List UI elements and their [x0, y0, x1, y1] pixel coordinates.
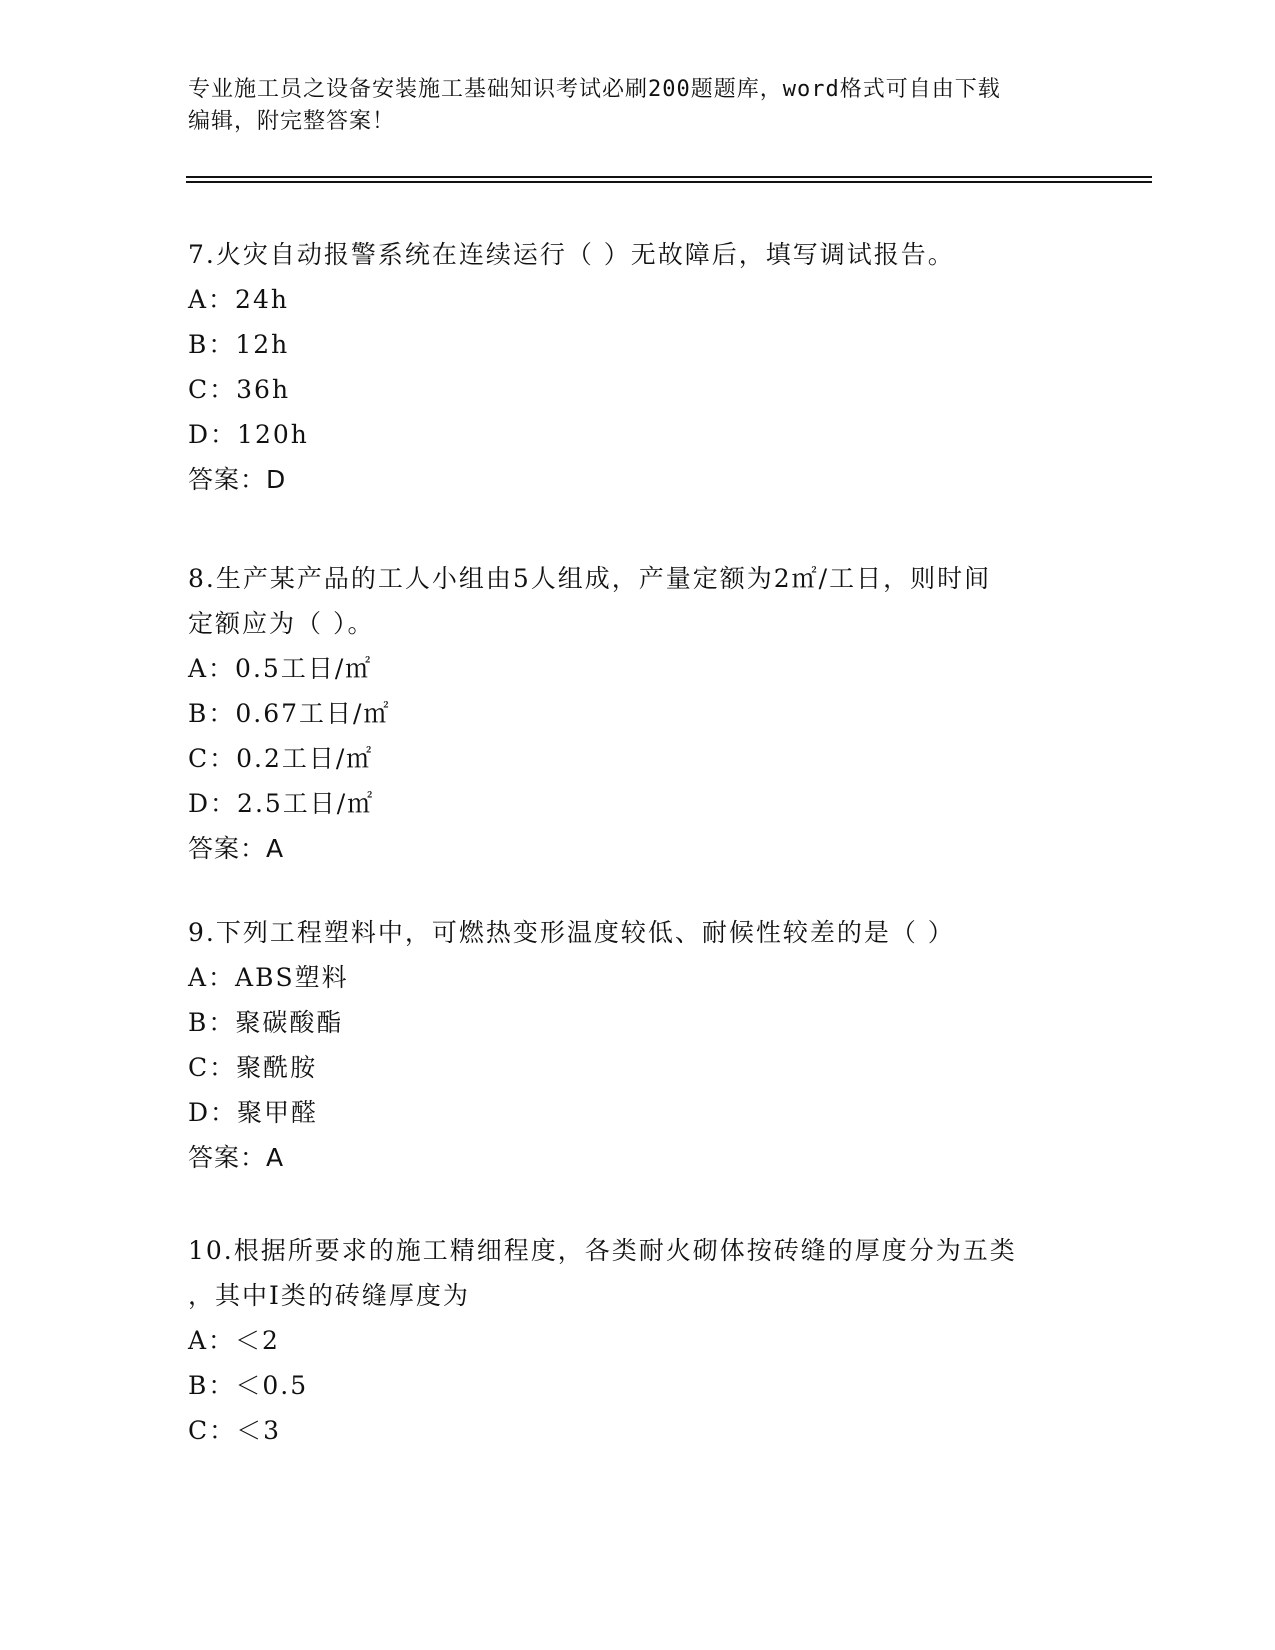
answer: 答案：A [188, 1143, 285, 1172]
header-divider-top [186, 176, 1152, 178]
option-c: C：聚酰胺 [188, 1053, 318, 1082]
question-stem-line-2: ，其中Ⅰ类的砖缝厚度为 [188, 1281, 470, 1310]
option-a: A：ABS塑料 [188, 963, 349, 992]
question-stem: 9.下列工程塑料中，可燃热变形温度较低、耐候性较差的是（ ） [188, 918, 955, 947]
option-c: C：＜3 [188, 1416, 282, 1445]
question-stem-line-2: 定额应为（ ）。 [188, 609, 375, 638]
option-d: D：聚甲醛 [188, 1098, 319, 1127]
option-b: B：0.67工日/㎡ [188, 699, 391, 728]
option-a: A：＜2 [188, 1326, 280, 1355]
question-stem-line-1: 8.生产某产品的工人小组由5人组成，产量定额为2㎡/工日，则时间 [188, 564, 992, 593]
question-9 [188, 910, 1088, 1180]
header-line-1: 专业施工员之设备安装施工基础知识考试必刷200题题库，word格式可自由下载 [188, 77, 1001, 102]
option-a: A：24h [188, 285, 289, 314]
option-d: D：2.5工日/㎡ [188, 789, 375, 818]
question-7 [188, 232, 1088, 502]
option-c: C：36h [188, 375, 291, 404]
document-header [188, 74, 1088, 138]
header-divider-bottom [186, 181, 1152, 183]
header-line-2: 编辑，附完整答案！ [188, 109, 396, 134]
option-b: B：12h [188, 330, 290, 359]
question-stem-line-1: 10.根据所要求的施工精细程度，各类耐火砌体按砖缝的厚度分为五类 [188, 1236, 1017, 1265]
question-stem: 7.火灾自动报警系统在连续运行（ ）无故障后，填写调试报告。 [188, 240, 955, 269]
question-8 [188, 556, 1088, 871]
question-10 [188, 1228, 1088, 1453]
option-a: A：0.5工日/㎡ [188, 654, 373, 683]
answer: 答案：A [188, 834, 285, 863]
option-b: B：＜0.5 [188, 1371, 309, 1400]
option-c: C：0.2工日/㎡ [188, 744, 374, 773]
option-b: B：聚碳酸酯 [188, 1008, 344, 1037]
answer: 答案：D [188, 465, 287, 494]
option-d: D：120h [188, 420, 309, 449]
